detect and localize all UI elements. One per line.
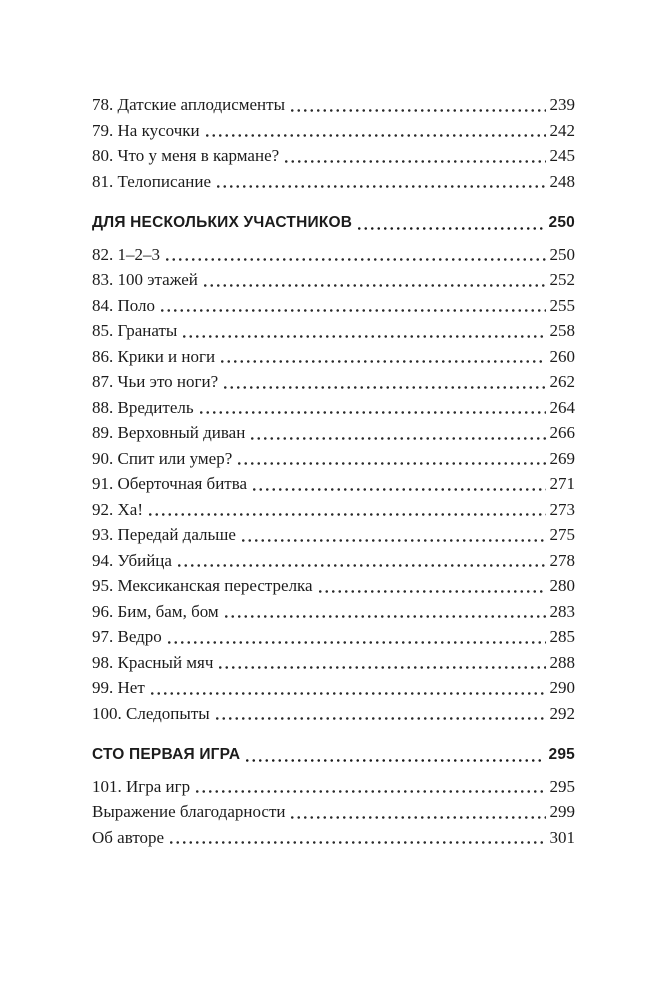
toc-entry-label: ДЛЯ НЕСКОЛЬКИХ УЧАСТНИКОВ	[92, 214, 353, 231]
toc-entry	[92, 650, 575, 676]
toc-entry-page: 288	[549, 652, 575, 672]
toc-entry	[92, 242, 575, 268]
toc-entry-label: 99. Нет	[92, 678, 145, 697]
toc-entry-label: 81. Телописание	[92, 171, 211, 191]
toc-entry-page: 271	[549, 474, 575, 493]
toc-entry	[92, 143, 575, 169]
toc-entry	[92, 675, 575, 701]
toc-entry-label: 90. Спит или умер?	[92, 448, 233, 468]
toc-entry-page: 295	[548, 746, 575, 763]
dot-leader	[251, 471, 545, 497]
toc-entry	[92, 92, 575, 118]
toc-entry-page: 239	[549, 95, 575, 114]
toc-entry-page: 250	[549, 244, 575, 264]
toc-entry-page: 275	[549, 525, 575, 544]
dot-leader	[236, 446, 545, 472]
toc-entry-page: 260	[549, 346, 575, 366]
toc-entry	[92, 573, 575, 599]
toc-entry-page: 250	[548, 214, 575, 231]
toc-entry-label: 95. Мексиканская перестрелка	[92, 576, 313, 595]
toc-entry-label: 94. Убийца	[92, 550, 172, 570]
toc-entry-label: 80. Что у меня в кармане?	[92, 146, 280, 165]
toc-entry-label: 92. Ха!	[92, 499, 143, 519]
dot-leader	[222, 369, 545, 395]
toc-entry	[92, 318, 575, 344]
toc-entry	[92, 599, 575, 625]
dot-leader	[215, 169, 546, 195]
toc-entry-page: 295	[549, 776, 575, 796]
toc-entry	[92, 497, 575, 523]
toc-entry-page: 252	[549, 270, 575, 289]
toc-entry-label: 101. Игра игр	[92, 776, 191, 796]
toc-entry	[92, 825, 575, 851]
toc-entry-page: 299	[549, 802, 575, 821]
dot-leader	[240, 522, 546, 548]
toc-entry	[92, 210, 575, 236]
dot-leader	[194, 774, 545, 800]
dot-leader	[223, 599, 546, 625]
toc-entry-page: 262	[549, 372, 575, 391]
dot-leader	[159, 293, 545, 319]
toc-entry-label: 83. 100 этажей	[92, 270, 198, 289]
toc-entry	[92, 742, 575, 768]
toc-entry	[92, 624, 575, 650]
toc-entry-label: 79. На кусочки	[92, 120, 200, 140]
dot-leader	[356, 210, 544, 236]
toc-entry-label: 87. Чьи это ноги?	[92, 372, 219, 391]
toc-entry-label: 98. Красный мяч	[92, 652, 214, 672]
toc-entry-page: 255	[549, 295, 575, 315]
toc-entry	[92, 293, 575, 319]
dot-leader	[289, 799, 545, 825]
toc-entry-label: 91. Оберточная битва	[92, 474, 248, 493]
toc-entry-label: Об авторе	[92, 827, 165, 847]
toc-list	[92, 92, 575, 850]
dot-leader	[244, 742, 544, 768]
toc-entry	[92, 395, 575, 421]
toc-entry-label: 93. Передай дальше	[92, 525, 236, 544]
toc-entry-label: 86. Крики и ноги	[92, 346, 216, 366]
toc-entry-page: 290	[549, 678, 575, 697]
toc-entry-page: 269	[549, 448, 575, 468]
toc-entry-label: 84. Поло	[92, 295, 156, 315]
toc-entry	[92, 799, 575, 825]
toc-entry-page: 301	[549, 827, 575, 847]
toc-entry	[92, 446, 575, 472]
dot-leader	[217, 650, 545, 676]
toc-entry-label: 78. Датские аплодисменты	[92, 95, 285, 114]
toc-entry-label: СТО ПЕРВАЯ ИГРА	[92, 746, 241, 763]
dot-leader	[289, 92, 546, 118]
toc-entry-page: 283	[549, 601, 575, 621]
toc-entry	[92, 369, 575, 395]
toc-entry-page: 280	[549, 576, 575, 595]
dot-leader	[181, 318, 545, 344]
toc-entry-page: 273	[549, 499, 575, 519]
dot-leader	[166, 624, 546, 650]
toc-entry-page: 292	[549, 703, 575, 723]
toc-entry-label: 88. Вредитель	[92, 397, 194, 417]
dot-leader	[164, 242, 546, 268]
toc-entry-page: 278	[549, 550, 575, 570]
toc-entry	[92, 344, 575, 370]
toc-entry-page: 242	[549, 120, 575, 140]
dot-leader	[149, 675, 546, 701]
dot-leader	[249, 420, 545, 446]
toc-entry-page: 258	[549, 321, 575, 340]
toc-entry	[92, 471, 575, 497]
dot-leader	[317, 573, 546, 599]
dot-leader	[147, 497, 546, 523]
toc-entry	[92, 118, 575, 144]
dot-leader	[176, 548, 546, 574]
toc-entry-label: 85. Гранаты	[92, 321, 178, 340]
dot-leader	[283, 143, 545, 169]
toc-entry-label: 82. 1–2–3	[92, 244, 160, 264]
toc-entry	[92, 774, 575, 800]
toc-entry	[92, 701, 575, 727]
toc-entry-label: Выражение благодарности	[92, 802, 286, 821]
dot-leader	[202, 267, 546, 293]
toc-entry-page: 285	[549, 627, 575, 646]
toc-entry-label: 100. Следопыты	[92, 703, 210, 723]
toc-entry-label: 96. Бим, бам, бом	[92, 601, 219, 621]
toc-entry-label: 97. Ведро	[92, 627, 162, 646]
dot-leader	[214, 701, 546, 727]
toc-entry-page: 264	[549, 397, 575, 417]
dot-leader	[219, 344, 545, 370]
toc-entry	[92, 420, 575, 446]
toc-entry-page: 266	[549, 423, 575, 442]
toc-entry-label: 89. Верховный диван	[92, 423, 246, 442]
toc-entry	[92, 522, 575, 548]
toc-entry	[92, 267, 575, 293]
toc-entry	[92, 169, 575, 195]
dot-leader	[198, 395, 546, 421]
toc-entry	[92, 548, 575, 574]
dot-leader	[168, 825, 545, 851]
toc-entry-page: 248	[549, 171, 575, 191]
toc-entry-page: 245	[549, 146, 575, 165]
dot-leader	[204, 118, 546, 144]
